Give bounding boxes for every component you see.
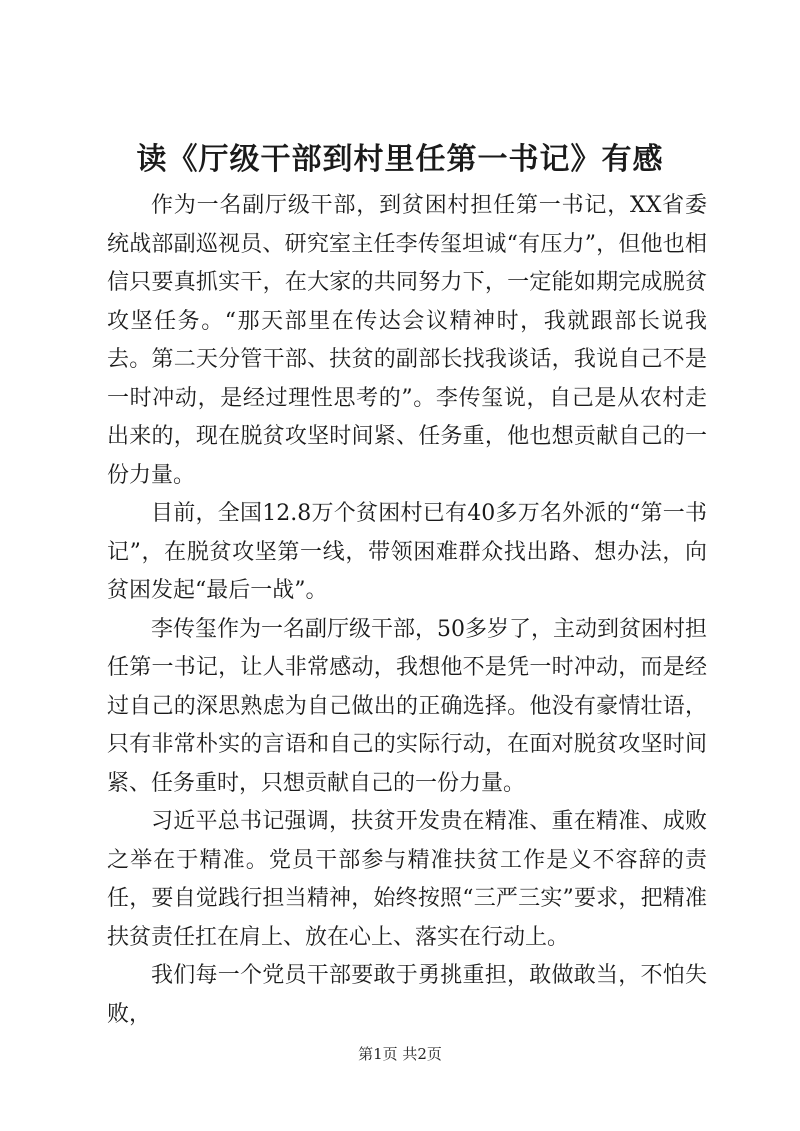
paragraph-5: 我们每一个党员干部要敢于勇挑重担，敢做敢当，不怕失败， [107,963,707,1027]
paragraph-3: 李传玺作为一名副厅级干部，50多岁了，主动到贫困村担任第一书记，让人非常感动，我想他不是凭一时冲动，而是经过自己的深思熟虑为自己做出的正确选择。他没有豪情壮语，只有非常朴实的言语和自己的实际行动，在面对脱贫攻坚时间紧、任务重时，只想贡献自己的一份力量。 [107,616,707,796]
document-body [107,187,707,1034]
paragraph-1: 作为一名副厅级干部，到贫困村担任第一书记，XX省委统战部副巡视员、研究室主任李传玺坦诚“有压力”，但他也相信只要真抓实干，在大家的共同努力下，一定能如期完成脱贫攻坚任务。“那天部里在传达会议精神时，我就跟部长说我去。第二天分管干部、扶贫的副部长找我谈话，我说自己不是一时冲动，是经过理性思考的”。李传玺说，自己是从农村走出来的，现在脱贫攻坚时间紧、任务重，他也想贡献自己的一份力量。 [107,193,707,488]
paragraph-2: 目前，全国12.8万个贫困村已有40多万名外派的“第一书记”，在脱贫攻坚第一线，带领困难群众找出路、想办法，向贫困发起“最后一战”。 [107,501,707,603]
paragraph-4: 习近平总书记强调，扶贫开发贵在精准、重在精准、成败之举在于精准。党员干部参与精准扶贫工作是义不容辞的责任，要自觉践行担当精神，始终按照“三严三实”要求，把精准扶贫责任扛在肩上、放在心上、落实在行动上。 [107,809,707,950]
document-title: 读《厅级干部到村里任第一书记》有感 [136,142,664,177]
page-number-footer: 第1页 共2页 [358,1045,442,1063]
